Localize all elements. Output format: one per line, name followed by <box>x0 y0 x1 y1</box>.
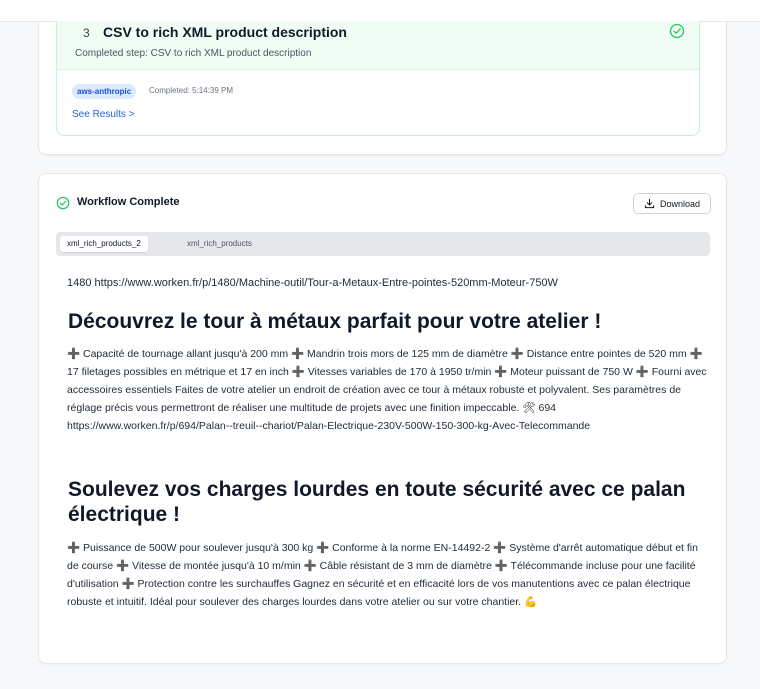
completed-time: Completed: 5:14:39 PM <box>149 86 234 95</box>
workflow-title: Workflow Complete <box>77 196 180 208</box>
product-heading-2: Soulevez vos charges lourdes en toute sécurité avec ce palan électrique ! <box>68 478 686 526</box>
step-header <box>57 21 699 70</box>
check-circle-icon <box>56 196 70 210</box>
download-button[interactable] <box>633 193 711 214</box>
tab-xml-rich-products[interactable]: xml_rich_products <box>187 239 252 248</box>
result-tabs <box>56 232 710 256</box>
product-url-line: 1480 https://www.worken.fr/p/1480/Machine-outil/Tour-a-Metaux-Entre-pointes-520mm-Moteur-750W <box>67 277 558 289</box>
workflow-complete-card <box>38 173 727 664</box>
tab-xml-rich-products-2[interactable]: xml_rich_products_2 <box>60 236 148 252</box>
download-label: Download <box>659 198 701 209</box>
product-description-2: ➕ Puissance de 500W pour soulever jusqu'à 300 kg ➕ Conforme à la norme EN-14492-2 ➕ Système d'arrêt automatique début et fin de course ➕ Vitesse de montée jusqu'à 10 m/min ➕ Câble résistant de 3 mm de diamètre ➕ Télécommande incluse pour une facilité d'utilisation ➕ Protection contre les surchauffes Gagnez en sécurité et en efficacité lors de vos manutentions avec ce palan électrique robuste et intuitif. Idéal pour soulever des charges lourdes dans votre atelier ou sur votre chantier. 💪 <box>67 542 698 608</box>
download-icon <box>644 198 655 209</box>
see-results-link[interactable]: See Results > <box>72 109 135 120</box>
step-section-card <box>38 22 727 155</box>
step-number: 3 <box>83 26 90 40</box>
step-title: CSV to rich XML product description <box>103 24 347 40</box>
top-bar <box>0 0 760 22</box>
product-description-1: ➕ Capacité de tournage allant jusqu'à 200 mm ➕ Mandrin trois mors de 125 mm de diamètre ➕ Distance entre pointes de 520 mm ➕ 17 filetages possibles en métrique et 17 en inch ➕ Vitesses variables de 170 à 1950 tr/min ➕ Moteur puissant de 750 W ➕ Fourni avec accessoires essentiels Faites de votre atelier un endroit de création avec ce tour à métaux robuste et polyvalent. Ses paramètres de réglage précis vous permettront de réaliser une multitude de projets avec une finition impeccable. 🛠 694 https://www.worken.fr/p/694/Palan--treuil--chariot/Palan-Electrique-230V-500W-150-300-kg-Avec-Telecommande <box>67 348 707 432</box>
check-circle-icon <box>669 23 685 39</box>
step-card <box>56 21 700 136</box>
step-subtitle: Completed step: CSV to rich XML product description <box>75 48 312 59</box>
product-heading-1: Découvrez le tour à métaux parfait pour votre atelier ! <box>68 310 602 333</box>
model-badge: aws-anthropic <box>72 84 136 99</box>
